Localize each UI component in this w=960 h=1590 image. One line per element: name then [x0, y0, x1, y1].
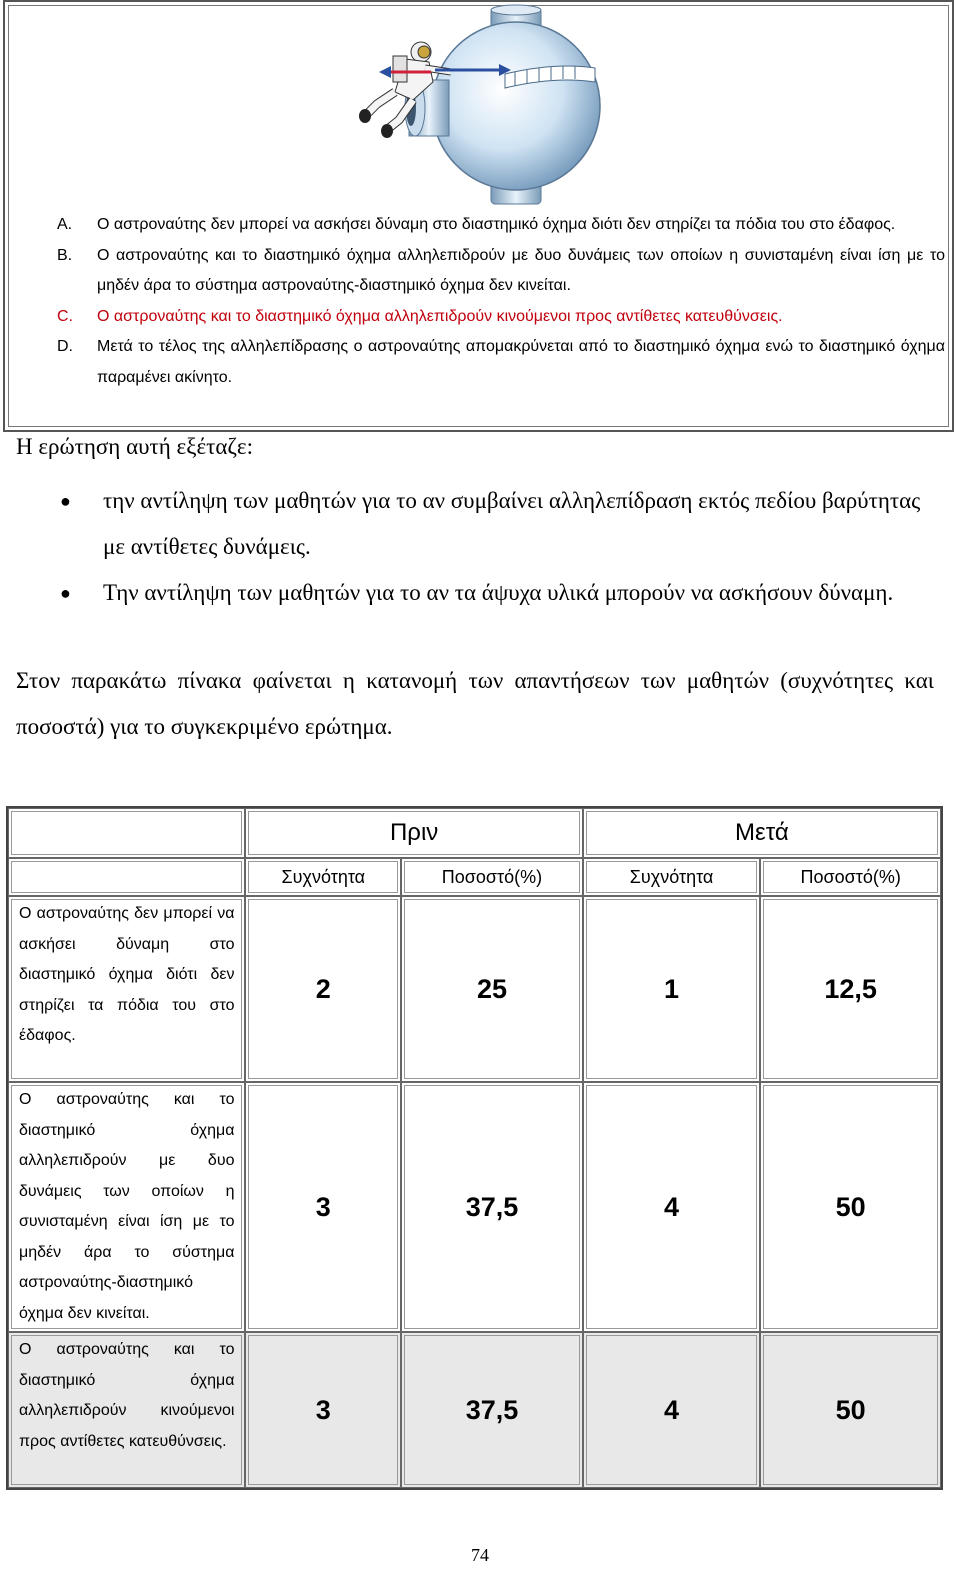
row-label: Ο αστροναύτης και το διαστημικό όχημα αλληλεπιδρούν με δυο δυνάμεις των οποίων η συνισταμένη είναι ίση με το μηδέν άρα το σύστημα αστροναύτης-διαστημικό όχημα δεν κινείται. [8, 1082, 245, 1332]
table-cell: 12,5 [760, 896, 941, 1082]
table-row [8, 896, 941, 1082]
option-text: Ο αστροναύτης δεν μπορεί να ασκήσει δύναμη στο διαστημικό όχημα διότι δεν στηρίζει τα πόδια του στο έδαφος. [97, 216, 896, 233]
option-d [57, 332, 945, 393]
option-letter: A. [57, 216, 73, 233]
table-cell: 37,5 [401, 1082, 583, 1332]
option-text: Μετά το τέλος της αλληλεπίδρασης ο αστροναύτης απομακρύνεται από το διαστημικό όχημα ενώ το διαστημικό όχημα παραμένει ακίνητο. [97, 338, 945, 386]
table-cell: 25 [401, 896, 583, 1082]
table-cell: 4 [583, 1332, 761, 1488]
table-cell: 37,5 [401, 1332, 583, 1488]
group-header-before: Πριν [245, 808, 582, 858]
column-header: Ποσοστό(%) [401, 858, 583, 896]
table-cell: 50 [760, 1332, 941, 1488]
table-row [8, 1082, 941, 1332]
bullet-icon: ● [60, 491, 71, 511]
table-cell: 4 [583, 1082, 761, 1332]
list-item [60, 478, 940, 570]
option-c-correct [57, 302, 945, 333]
results-table [6, 806, 943, 1490]
option-text: Ο αστροναύτης και το διαστημικό όχημα αλληλεπιδρούν με δυο δυνάμεις των οποίων η συνισταμένη είναι ίση με το μηδέν άρα το σύστημα αστροναύτης-διαστημικό όχημα δεν κινείται. [97, 246, 945, 294]
table-group-header-row [8, 808, 941, 858]
table-intro-paragraph: Στον παρακάτω πίνακα φαίνεται η κατανομή των απαντήσεων των μαθητών (συχνότητες και ποσοστά) για το συγκεκριμένο ερώτημα. [16, 668, 934, 739]
bullet-text: Την αντίληψη των μαθητών για το αν τα άψυχα υλικά μπορούν να ασκήσουν δύναμη. [103, 580, 894, 605]
table-cell: 1 [583, 896, 761, 1082]
table-sub-header-row [8, 858, 941, 896]
table-row [8, 1332, 941, 1488]
table-cell: 3 [245, 1332, 401, 1488]
option-text: Ο αστροναύτης και το διαστημικό όχημα αλληλεπιδρούν κινούμενοι προς αντίθετες κατευθύνσεις. [97, 307, 783, 325]
bullet-text: την αντίληψη των μαθητών για το αν συμβαίνει αλληλεπίδραση εκτός πεδίου βαρύτητας με αντίθετες δυνάμεις. [103, 488, 921, 559]
option-letter: D. [57, 338, 73, 355]
option-letter: C. [57, 307, 73, 325]
question-box [3, 0, 954, 432]
option-a [57, 210, 945, 241]
row-label: Ο αστροναύτης δεν μπορεί να ασκήσει δύναμη στο διαστημικό όχημα διότι δεν στηρίζει τα πόδια του στο έδαφος. [8, 896, 245, 1082]
group-header-after: Μετά [583, 808, 941, 858]
option-b [57, 241, 945, 302]
bullet-icon: ● [60, 583, 71, 603]
column-header: Συχνότητα [245, 858, 401, 896]
column-header: Ποσοστό(%) [760, 858, 941, 896]
list-item [60, 570, 940, 616]
table-cell: 3 [245, 1082, 401, 1332]
column-header: Συχνότητα [583, 858, 761, 896]
empty-header-cell [8, 808, 245, 858]
table-cell: 50 [760, 1082, 941, 1332]
empty-header-cell [8, 858, 245, 896]
page-number: 74 [471, 1545, 489, 1565]
bullet-list [60, 478, 940, 616]
table-cell: 2 [245, 896, 401, 1082]
section-heading: Η ερώτηση αυτή εξέταζε: [16, 434, 253, 459]
astronaut-spacecraft-illustration [355, 4, 615, 208]
answer-options [57, 210, 945, 393]
option-letter: B. [57, 246, 73, 264]
row-label: Ο αστροναύτης και το διαστημικό όχημα αλληλεπιδρούν κινούμενοι προς αντίθετες κατευθύνσεις. [8, 1332, 245, 1488]
